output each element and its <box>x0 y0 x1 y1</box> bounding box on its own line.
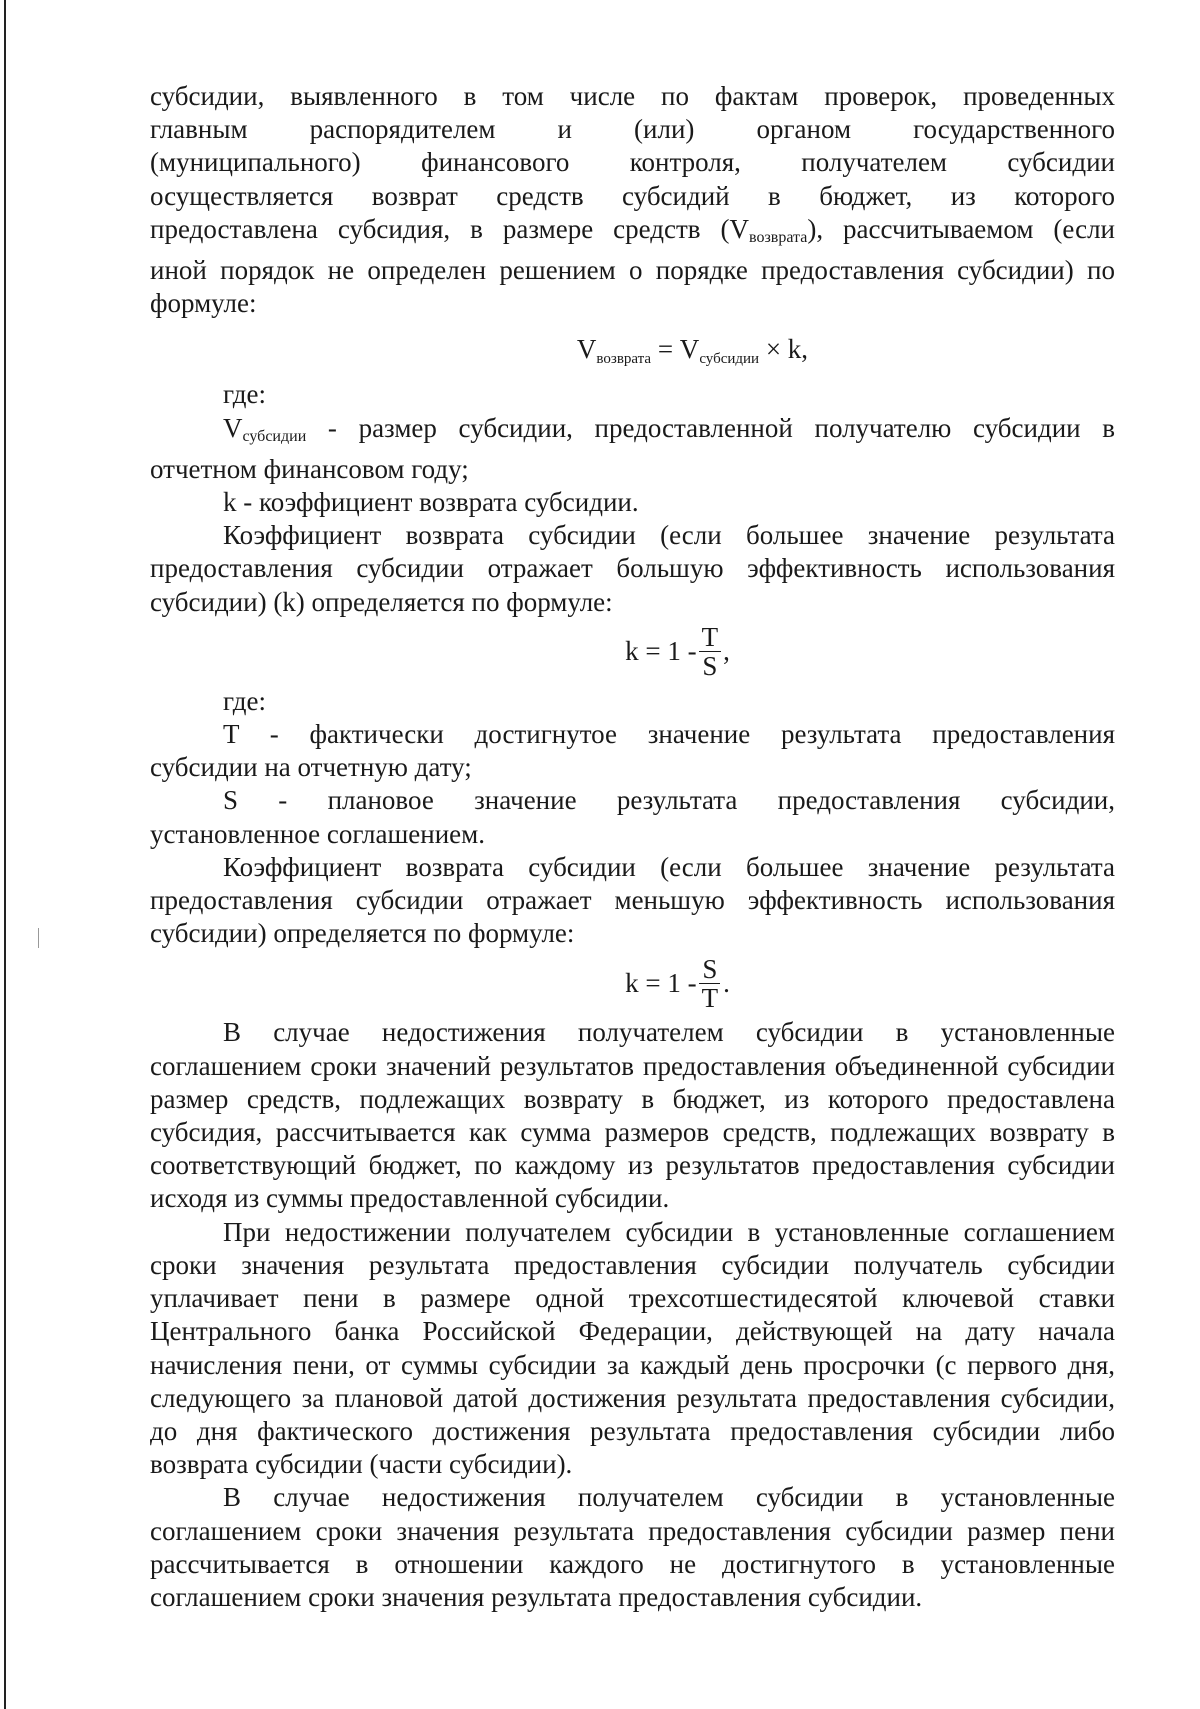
text-line: осуществляется возврат средств субсидий в бюджет, из которого <box>150 180 1115 211</box>
document-body <box>150 80 1115 1614</box>
formula-k-s-over-t: k = 1 - $\frac{S}{T}$ . <box>625 953 730 1013</box>
fraction: $\frac{T}{S}$ <box>699 623 722 680</box>
text-line: установленное соглашением. <box>150 818 485 849</box>
paragraph-penalty-calculation: В случае недостижения получателем субсидии в установленные соглашением сроки значения результата предоставления субсидии размер пени рассчитывается в отношении каждого не достигнутого в установленные соглашением сроки значения результата предоставления субсидии. <box>150 1482 1115 1612</box>
fraction: $\frac{S}{T}$ <box>699 955 722 1012</box>
text-line: $V_{субсидии}$ - размер субсидии, предоставленной получателю субсидии в <box>223 412 1115 445</box>
paragraph-penalty: При недостижении получателем субсидии в установленные соглашением сроки значения результата предоставления субсидии получатель субсидии уплачивает пени в размере одной трехсотшестидесятой ключевой ставки Центрального банка Российской Федерации, действующей на дату начала начисления пени, от суммы субсидии за каждый день просрочки (с первого дня, следующего за плановой датой достижения результата предоставления субсидии, до дня фактического достижения результата предоставления субсидии либо возврата субсидии (части субсидии). <box>150 1216 1115 1480</box>
text-line: (муниципального) финансового контроля, получателем субсидии <box>150 147 1115 178</box>
text-line: иной порядок не определен решением о порядке предоставления субсидии) по <box>150 255 1115 286</box>
text-line: предоставлена субсидия, в размере средств $(V_{возврата})$, рассчитываемом (если <box>150 213 1115 246</box>
definition-t <box>150 718 1115 784</box>
paragraph-coefficient-greater: Коэффициент возврата субсидии (если большее значение результата предоставления субсидии отражает большую эффективность использования субсидии) (k) определяется по формуле: <box>150 520 1115 617</box>
text-line: субсидии на отчетную дату; <box>150 752 472 783</box>
text-line: T - фактически достигнутое значение результата предоставления <box>223 719 1115 750</box>
where-label: где: <box>223 685 266 716</box>
formula-k-t-over-s: k = 1 - $\frac{T}{S}$ , <box>625 622 730 682</box>
text-line: субсидии, выявленного в том числе по фактам проверок, проведенных <box>150 81 1115 111</box>
paragraph-coefficient-lesser: Коэффициент возврата субсидии (если большее значение результата предоставления субсидии отражает меньшую эффективность использования субсидии) определяется по формуле: <box>150 851 1115 949</box>
definition-s <box>150 784 1115 850</box>
where-label: где: <box>223 379 266 410</box>
definition-v-subsidy <box>150 412 1115 486</box>
definition-k: k - коэффициент возврата субсидии. <box>223 487 639 518</box>
scan-margin-mark <box>38 928 39 948</box>
scan-page-edge <box>4 0 6 1709</box>
text-line: отчетном финансовом году; <box>150 453 469 484</box>
formula-return-amount: $V_{возврата} = V_{субсидии} \times k$, <box>576 334 809 368</box>
paragraph-combined-subsidy: В случае недостижения получателем субсидии в установленные соглашением сроки значений результатов предоставления объединенной субсидии размер средств, подлежащих возврату в бюджет, из которого предоставлена субсидия, рассчитывается как сумма размеров средств, подлежащих возврату в соответствующий бюджет, по каждому из результатов предоставления субсидии исходя из суммы предоставленной субсидии. <box>150 1017 1115 1214</box>
text-line: формуле: <box>150 288 257 319</box>
text-line: главным распорядителем и (или) органом государственного <box>150 114 1115 145</box>
text-line: S - плановое значение результата предоставления субсидии, <box>223 785 1115 816</box>
paragraph-return-intro <box>150 80 1115 320</box>
